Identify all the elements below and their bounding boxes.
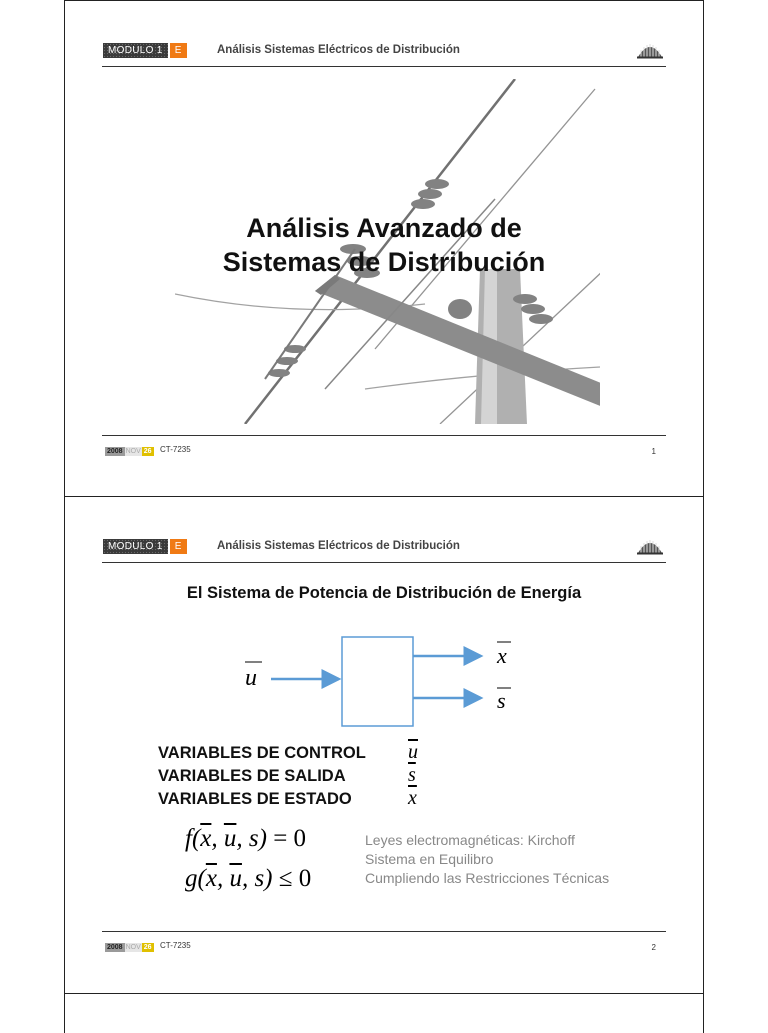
page-number: 1 [651, 447, 656, 456]
slide-1 [64, 0, 704, 497]
slide-footer [102, 931, 666, 952]
slide-header [102, 537, 666, 563]
footer-month: NOV [125, 448, 141, 455]
constraint-equations [185, 819, 311, 899]
variable-label: VARIABLES DE CONTROL [158, 744, 366, 762]
course-code: CT-7235 [160, 445, 191, 454]
system-block [342, 637, 413, 726]
output-symbol-bottom: s [497, 688, 506, 713]
module-letter: E [170, 539, 187, 554]
slide-header [102, 41, 666, 67]
variable-row [158, 764, 418, 787]
note-line: Sistema en Equilibro [365, 851, 494, 867]
system-block-diagram [235, 625, 535, 735]
header-title: Análisis Sistemas Eléctricos de Distribución [217, 540, 460, 552]
university-logo-icon [636, 537, 664, 555]
slide-2 [64, 496, 704, 994]
equation-notes [365, 831, 609, 888]
module-label: MODULO 1 [103, 539, 168, 554]
slide-1-title [65, 211, 703, 279]
footer-month: NOV [125, 944, 141, 951]
module-label: MODULO 1 [103, 43, 168, 58]
header-title: Análisis Sistemas Eléctricos de Distribución [217, 44, 460, 56]
date-badge [105, 447, 154, 456]
variable-label: VARIABLES DE ESTADO [158, 790, 352, 808]
variable-label: VARIABLES DE SALIDA [158, 767, 346, 785]
slide-2-title: El Sistema de Potencia de Distribución de Energía [186, 584, 582, 602]
variable-symbol: $\overline{u}$ [408, 741, 418, 763]
note-line: Leyes electromagnéticas: Kirchoff [365, 832, 575, 848]
footer-year: 2008 [107, 448, 123, 455]
footer-year: 2008 [107, 944, 123, 951]
page-number: 2 [651, 943, 656, 952]
module-badge [103, 43, 187, 58]
module-badge [103, 539, 187, 554]
variable-symbol: $\overline{x}$ [408, 787, 417, 809]
output-symbol-top: x [497, 643, 507, 668]
title-line-2: Sistemas de Distribución [222, 247, 546, 277]
variable-row [158, 741, 418, 764]
title-line-1: Análisis Avanzado de [246, 213, 522, 243]
variable-symbol: $\overline{s}$ [408, 764, 416, 786]
footer-day: 26 [143, 944, 152, 951]
footer-day: 26 [143, 448, 152, 455]
university-logo-icon [636, 41, 664, 59]
variable-row [158, 787, 418, 810]
slide-3 [64, 993, 704, 1033]
module-letter: E [170, 43, 187, 58]
slide-footer [102, 435, 666, 456]
note-line: Cumpliendo las Restricciones Técnicas [365, 870, 610, 886]
input-symbol: u [245, 665, 257, 691]
date-badge [105, 943, 154, 952]
inequality-constraint: $g(\overline{x}$, $\overline{u}$, s) ≤ 0 [185, 865, 312, 892]
variables-list [158, 741, 418, 810]
course-code: CT-7235 [160, 941, 191, 950]
equality-constraint: $f(\overline{x}$, $\overline{u}$, s) = 0 [185, 825, 307, 852]
